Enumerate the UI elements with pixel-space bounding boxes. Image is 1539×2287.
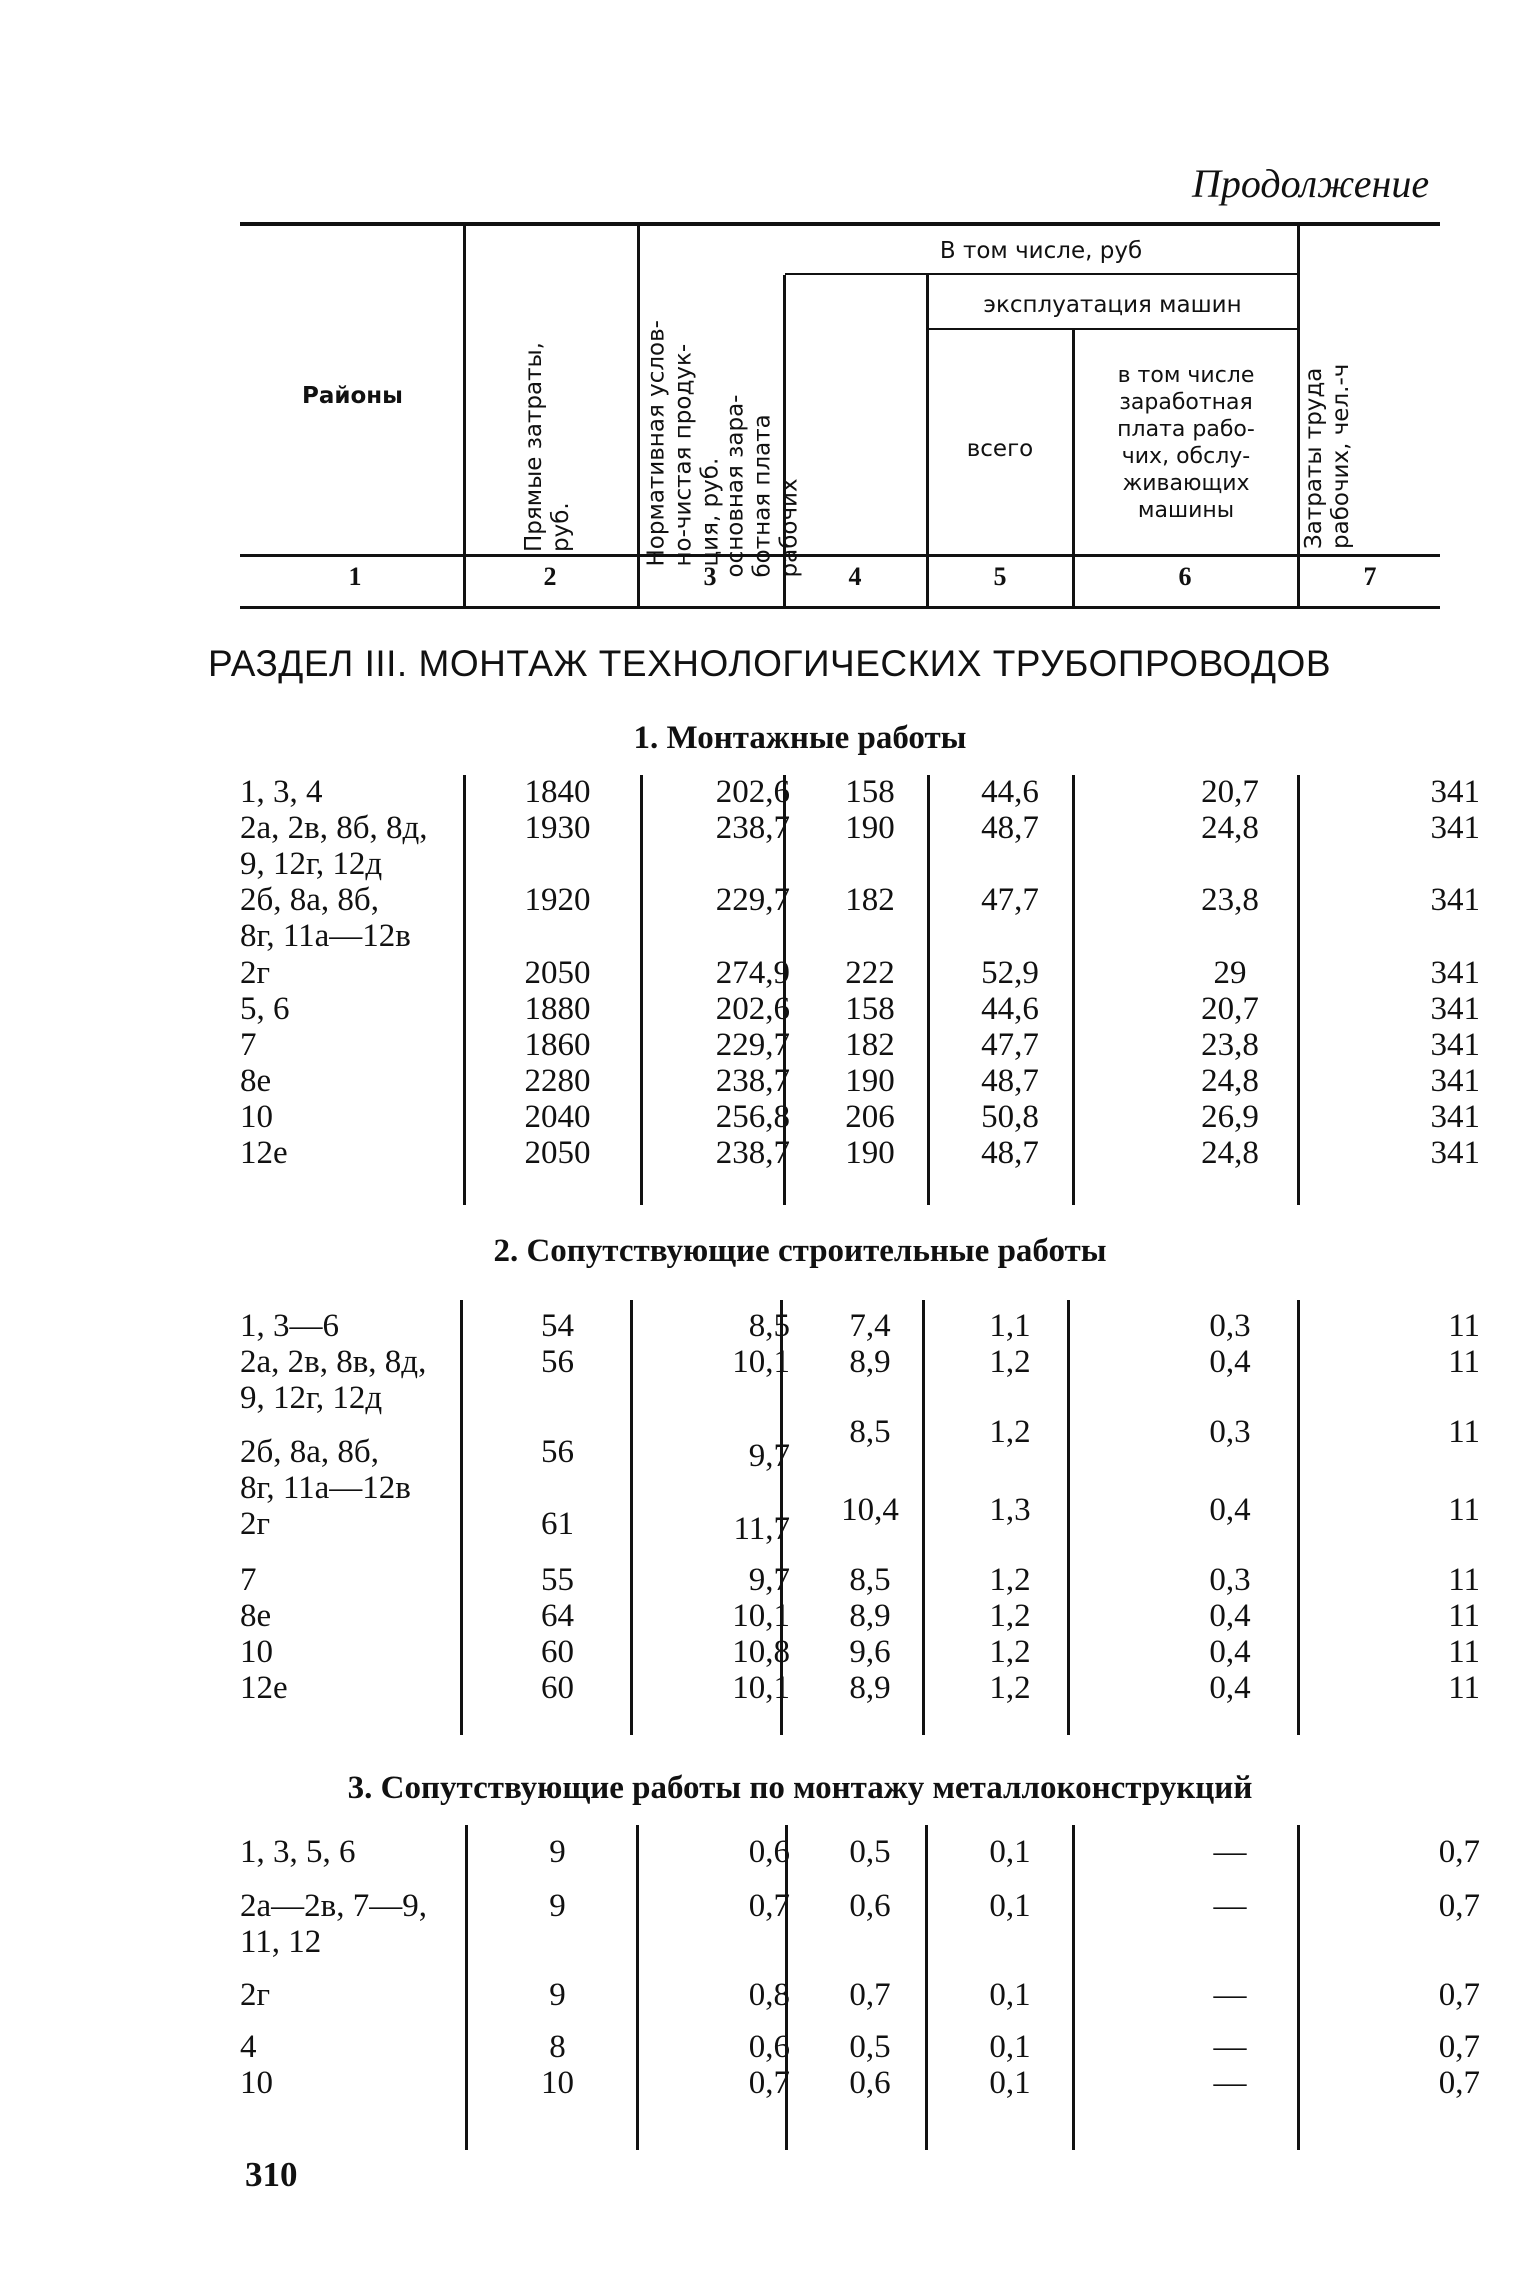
machine-total-cell: 47,7 [981, 1027, 1039, 1063]
base-wage-cell: 8,9 [849, 1598, 891, 1634]
header-bottom-rule [240, 554, 1440, 557]
direct-costs-cell: 60 [541, 1670, 574, 1706]
base-wage-cell: 206 [845, 1099, 895, 1135]
region-cell: 7 [240, 1027, 257, 1063]
machine-total-cell: 0,1 [989, 1834, 1031, 1870]
machine-total-cell: 44,6 [981, 774, 1039, 810]
header-incl-wage: в том числе заработная плата рабо- чих, обслу- живающих машины [1117, 363, 1255, 523]
base-wage-cell: 0,5 [849, 2029, 891, 2065]
labor-cell: 341 [1430, 774, 1480, 810]
region-cell: 2б, 8а, 8б, 8г, 11а—12в [240, 1434, 411, 1506]
base-wage-cell: 7,4 [849, 1308, 891, 1344]
base-wage-cell: 10,4 [841, 1492, 899, 1528]
direct-costs-cell: 8 [549, 2029, 566, 2065]
direct-costs-cell: 1930 [524, 810, 591, 846]
base-wage-cell: 8,5 [849, 1414, 891, 1450]
machine-total-cell: 48,7 [981, 1063, 1039, 1099]
machine-total-cell: 0,1 [989, 1888, 1031, 1924]
base-wage-cell: 190 [845, 1135, 895, 1171]
normative-net-cell: 11,7 [733, 1511, 790, 1547]
machine-total-cell: 1,3 [989, 1492, 1031, 1528]
base-wage-cell: 8,9 [849, 1670, 891, 1706]
normative-net-cell: 0,7 [748, 1888, 790, 1924]
normative-net-cell: 238,7 [715, 1063, 790, 1099]
machine-wage-cell: 0,3 [1209, 1414, 1251, 1450]
direct-costs-cell: 9 [549, 1834, 566, 1870]
header-machine-ops: эксплуатация машин [983, 292, 1242, 318]
labor-cell: 0,7 [1438, 1888, 1480, 1924]
region-cell: 1, 3—6 [240, 1308, 339, 1344]
direct-costs-cell: 56 [541, 1344, 574, 1380]
base-wage-cell: 8,9 [849, 1344, 891, 1380]
machine-total-cell: 0,1 [989, 2065, 1031, 2101]
labor-cell: 0,7 [1438, 1834, 1480, 1870]
header-normative-net: Нормативная услов- но-чистая продук- ция, руб. [643, 320, 724, 567]
direct-costs-cell: 2280 [524, 1063, 591, 1099]
colnum-1: 1 [348, 562, 362, 591]
block-1-title: 1. Монтажные работы [633, 720, 967, 756]
direct-costs-cell: 1920 [524, 882, 591, 918]
region-cell: 1, 3, 5, 6 [240, 1834, 356, 1870]
normative-net-cell: 0,7 [748, 2065, 790, 2101]
machine-total-cell: 0,1 [989, 1977, 1031, 2013]
header-direct-costs: Прямые затраты, руб. [521, 342, 574, 552]
region-cell: 2б, 8а, 8б, 8г, 11а—12в [240, 882, 411, 954]
region-cell: 4 [240, 2029, 257, 2065]
base-wage-cell: 182 [845, 1027, 895, 1063]
base-wage-cell: 158 [845, 991, 895, 1027]
direct-costs-cell: 55 [541, 1562, 574, 1598]
machine-total-cell: 0,1 [989, 2029, 1031, 2065]
machine-wage-cell: 24,8 [1201, 810, 1259, 846]
machine-wage-cell: — [1213, 1977, 1247, 2013]
machine-wage-cell: 0,4 [1209, 1344, 1251, 1380]
region-cell: 2г [240, 955, 271, 991]
region-cell: 2а, 2в, 8в, 8д, 9, 12г, 12д [240, 1344, 427, 1416]
labor-cell: 11 [1448, 1598, 1480, 1634]
header-vline-1 [463, 226, 466, 606]
labor-cell: 0,7 [1438, 2065, 1480, 2101]
header-top-rule [240, 222, 1440, 226]
direct-costs-cell: 56 [541, 1434, 574, 1470]
base-wage-cell: 190 [845, 1063, 895, 1099]
region-cell: 8е [240, 1063, 272, 1099]
direct-costs-cell: 54 [541, 1308, 574, 1344]
normative-net-cell: 202,6 [715, 774, 790, 810]
base-wage-cell: 9,6 [849, 1634, 891, 1670]
machine-ops-rule [928, 328, 1297, 330]
block-3-title: 3. Сопутствующие работы по монтажу металлоконструкций [347, 1770, 1253, 1806]
labor-cell: 11 [1448, 1670, 1480, 1706]
machine-wage-cell: — [1213, 1834, 1247, 1870]
header-including: В том числе, руб [939, 238, 1143, 264]
region-cell: 5, 6 [240, 991, 290, 1027]
machine-wage-cell: 23,8 [1201, 882, 1259, 918]
machine-wage-cell: 20,7 [1201, 774, 1259, 810]
region-cell: 10 [240, 2065, 273, 2101]
page-number: 310 [245, 2155, 298, 2194]
normative-net-cell: 10,1 [732, 1344, 790, 1380]
header-regions: Районы [302, 383, 403, 409]
region-cell: 10 [240, 1099, 273, 1135]
normative-net-cell: 202,6 [715, 991, 790, 1027]
labor-cell: 11 [1448, 1492, 1480, 1528]
base-wage-cell: 0,5 [849, 1834, 891, 1870]
normative-net-cell: 10,1 [732, 1598, 790, 1634]
header-base-wage: основная зара- ботная плата рабочих [722, 394, 803, 578]
machine-wage-cell: 0,4 [1209, 1634, 1251, 1670]
direct-costs-cell: 1840 [524, 774, 591, 810]
region-cell: 2г [240, 1506, 271, 1542]
labor-cell: 11 [1448, 1414, 1480, 1450]
labor-cell: 341 [1430, 991, 1480, 1027]
labor-cell: 341 [1430, 810, 1480, 846]
machine-total-cell: 1,2 [989, 1414, 1031, 1450]
machine-wage-cell: 24,8 [1201, 1135, 1259, 1171]
machine-total-cell: 1,2 [989, 1634, 1031, 1670]
block-2-title: 2. Сопутствующие строительные работы [493, 1233, 1107, 1269]
normative-net-cell: 0,6 [748, 1834, 790, 1870]
labor-cell: 11 [1448, 1562, 1480, 1598]
machine-total-cell: 47,7 [981, 882, 1039, 918]
labor-cell: 341 [1430, 955, 1480, 991]
direct-costs-cell: 2050 [524, 955, 591, 991]
base-wage-cell: 0,6 [849, 2065, 891, 2101]
machine-wage-cell: 29 [1213, 955, 1247, 991]
machine-total-cell: 1,2 [989, 1670, 1031, 1706]
normative-net-cell: 238,7 [715, 810, 790, 846]
header-vline-6 [1297, 226, 1300, 606]
machine-total-cell: 48,7 [981, 1135, 1039, 1171]
continuation-label: Продолжение [1192, 161, 1430, 206]
labor-cell: 0,7 [1438, 1977, 1480, 2013]
labor-cell: 341 [1430, 1135, 1480, 1171]
base-wage-cell: 182 [845, 882, 895, 918]
region-cell: 2а—2в, 7—9, 11, 12 [240, 1888, 427, 1960]
labor-cell: 341 [1430, 1099, 1480, 1135]
direct-costs-cell: 2050 [524, 1135, 591, 1171]
normative-net-cell: 0,8 [748, 1977, 790, 2013]
region-cell: 10 [240, 1634, 273, 1670]
machine-wage-cell: 24,8 [1201, 1063, 1259, 1099]
labor-cell: 11 [1448, 1344, 1480, 1380]
machine-wage-cell: — [1213, 2065, 1247, 2101]
including-rule [785, 273, 1297, 275]
base-wage-cell: 0,7 [849, 1977, 891, 2013]
direct-costs-cell: 2040 [524, 1099, 591, 1135]
section-title: РАЗДЕЛ III. МОНТАЖ ТЕХНОЛОГИЧЕСКИХ ТРУБОПРОВОДОВ [207, 643, 1331, 684]
normative-net-cell: 8,5 [748, 1308, 790, 1344]
header-vline-2 [637, 226, 640, 606]
base-wage-cell: 222 [845, 955, 895, 991]
base-wage-cell: 8,5 [849, 1562, 891, 1598]
base-wage-cell: 0,6 [849, 1888, 891, 1924]
region-cell: 7 [240, 1562, 257, 1598]
region-cell: 2а, 2в, 8б, 8д, 9, 12г, 12д [240, 810, 428, 882]
labor-cell: 0,7 [1438, 2029, 1480, 2065]
block-1-vline-1 [463, 775, 466, 1205]
direct-costs-cell: 61 [541, 1506, 574, 1542]
normative-net-cell: 274,9 [715, 955, 790, 991]
base-wage-cell: 158 [845, 774, 895, 810]
header-total: всего [966, 436, 1034, 462]
colnum-7: 7 [1363, 562, 1377, 591]
normative-net-cell: 9,7 [748, 1438, 790, 1474]
direct-costs-cell: 1860 [524, 1027, 591, 1063]
region-cell: 8е [240, 1598, 272, 1634]
labor-cell: 11 [1448, 1308, 1480, 1344]
region-cell: 1, 3, 4 [240, 774, 323, 810]
colnum-4: 4 [848, 562, 862, 591]
labor-cell: 11 [1448, 1634, 1480, 1670]
region-cell: 12е [240, 1135, 288, 1171]
region-cell: 12е [240, 1670, 288, 1706]
machine-total-cell: 1,2 [989, 1598, 1031, 1634]
header-labor: Затраты труда рабочих, чел.-ч [1301, 363, 1354, 549]
machine-wage-cell: 23,8 [1201, 1027, 1259, 1063]
colnum-2: 2 [543, 562, 557, 591]
machine-wage-cell: 0,3 [1209, 1308, 1251, 1344]
block-2-vline-1 [460, 1300, 463, 1735]
normative-net-cell: 229,7 [715, 1027, 790, 1063]
direct-costs-cell: 10 [541, 2065, 574, 2101]
colnum-3: 3 [703, 562, 717, 591]
region-cell: 2г [240, 1977, 271, 2013]
colnum-bottom-rule [240, 606, 1440, 609]
machine-total-cell: 48,7 [981, 810, 1039, 846]
colnum-6: 6 [1178, 562, 1192, 591]
block-3-vline-1 [465, 1825, 468, 2150]
machine-total-cell: 1,2 [989, 1562, 1031, 1598]
direct-costs-cell: 9 [549, 1888, 566, 1924]
normative-net-cell: 229,7 [715, 882, 790, 918]
machine-total-cell: 50,8 [981, 1099, 1039, 1135]
normative-net-cell: 9,7 [748, 1562, 790, 1598]
labor-cell: 341 [1430, 1063, 1480, 1099]
machine-total-cell: 44,6 [981, 991, 1039, 1027]
colnum-5: 5 [993, 562, 1007, 591]
base-wage-cell: 190 [845, 810, 895, 846]
machine-wage-cell: 0,4 [1209, 1492, 1251, 1528]
normative-net-cell: 10,1 [732, 1670, 790, 1706]
normative-net-cell: 256,8 [715, 1099, 790, 1135]
machine-wage-cell: 0,4 [1209, 1670, 1251, 1706]
normative-net-cell: 238,7 [715, 1135, 790, 1171]
direct-costs-cell: 64 [541, 1598, 574, 1634]
direct-costs-cell: 9 [549, 1977, 566, 2013]
machine-wage-cell: 26,9 [1201, 1099, 1259, 1135]
direct-costs-cell: 1880 [524, 991, 591, 1027]
direct-costs-cell: 60 [541, 1634, 574, 1670]
machine-total-cell: 1,2 [989, 1344, 1031, 1380]
machine-total-cell: 52,9 [981, 955, 1039, 991]
machine-wage-cell: 0,4 [1209, 1598, 1251, 1634]
machine-total-cell: 1,1 [989, 1308, 1031, 1344]
labor-cell: 341 [1430, 882, 1480, 918]
normative-net-cell: 10,8 [732, 1634, 790, 1670]
machine-wage-cell: — [1213, 2029, 1247, 2065]
labor-cell: 341 [1430, 1027, 1480, 1063]
machine-wage-cell: 0,3 [1209, 1562, 1251, 1598]
machine-wage-cell: 20,7 [1201, 991, 1259, 1027]
machine-wage-cell: — [1213, 1888, 1247, 1924]
normative-net-cell: 0,6 [748, 2029, 790, 2065]
